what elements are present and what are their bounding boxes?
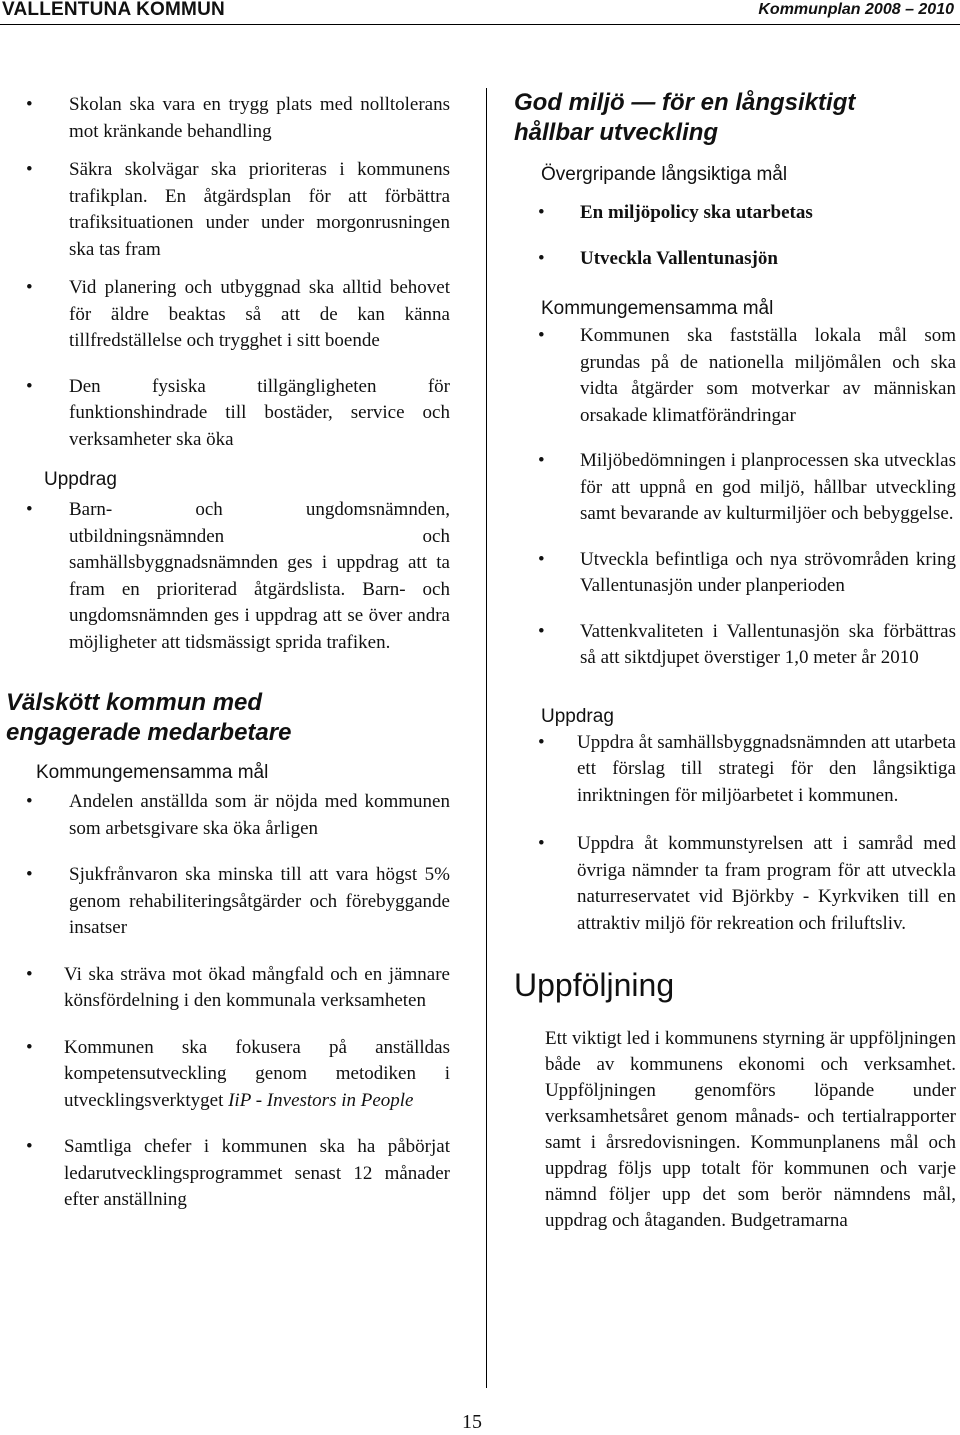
list-item: [26, 1134, 450, 1214]
bullet-icon: •: [26, 963, 33, 985]
bullet-icon: •: [26, 277, 33, 298]
list-item: [538, 730, 956, 810]
list-item-text: [64, 1035, 450, 1115]
left-column: [0, 88, 450, 1214]
iip-reference: IiP - Investors in People: [228, 1089, 414, 1111]
list-item: [538, 448, 956, 528]
right-column: [512, 88, 956, 1234]
list-item: [26, 789, 450, 842]
list-item: [26, 275, 450, 355]
list-item-text: Säkra skolvägar ska prioriteras i kommunens trafikplan. En åtgärdsplan för att förbättra trafiksituationen under under morgonrusningen ska tas fram: [69, 159, 450, 260]
list-item: [538, 200, 956, 227]
list-item-text: Den fysiska tillgängligheten för funktionshindrade till bostäder, service och verksamheter ska öka: [69, 375, 450, 450]
bullet-icon: •: [26, 1036, 33, 1058]
goals-heading: Kommungemensamma mål: [541, 298, 774, 319]
bullet-icon: •: [538, 620, 545, 642]
right-uppdrag-list: [538, 730, 956, 938]
bullet-icon: •: [26, 159, 33, 180]
list-item-text: Vattenkvaliteten i Vallentunasjön ska förbättras så att siktdjupet överstiger 1,0 meter år 2010: [580, 620, 956, 668]
list-item-text: Vi ska sträva mot ökad mångfald och en jämnare könsfördelning i den kommunala verksamheten: [64, 963, 450, 1011]
bullet-icon: •: [538, 325, 545, 346]
overall-goals-heading: Övergripande långsiktiga mål: [541, 164, 788, 185]
bullet-icon: •: [26, 94, 33, 115]
list-item-text: Skolan ska vara en trygg plats med nolltolerans mot kränkande behandling: [69, 94, 450, 142]
bullet-icon: •: [26, 864, 33, 885]
right-goals-list: [538, 323, 956, 672]
list-item: [26, 862, 450, 942]
section-title-line-1: God miljö — för en långsiktigt: [514, 89, 856, 116]
bullet-icon: •: [538, 450, 545, 471]
uppdrag-heading: Uppdrag: [44, 469, 117, 490]
left-goals-list: [26, 789, 450, 942]
bullet-icon: •: [26, 375, 33, 397]
goal-text: Kommunen ska fokusera på anställdas kompetensutveckling genom metodiken i utvecklingsverktyget: [64, 1036, 450, 1111]
list-item: [26, 92, 450, 145]
followup-paragraph: Ett viktigt led i kommunens styrning är uppföljningen både av kommunens ekonomi och verksamhet. Uppföljningen genomförs löpande under verksamhetsåret genom månads- och tertialrapporter samt i årsredovisningen. Kommunplanens mål och uppdrag följs upp totalt för kommunen och varje nämnd följer upp det som berör nämndens mål, uppdrag och åtaganden. Budgetramarna: [545, 1028, 956, 1231]
list-item-text: Barn- och ungdomsnämnden, utbildningsnämnden och samhällsbyggnadsnämnden ges i uppdrag att ta fram en prioriterad åtgärdslista. Barn- och ungdomsnämnden ges i uppdrag att se över andra möjligheter att tidsmässigt sprida trafiken.: [69, 499, 450, 653]
list-item: [538, 547, 956, 600]
header-organization: VALLENTUNA KOMMUN: [2, 0, 225, 20]
goals-heading: Kommungemensamma mål: [36, 762, 269, 783]
left-uppdrag-list: [26, 497, 450, 656]
list-item-text: Utveckla befintliga och nya strövområden kring Vallentunasjön under planperioden: [580, 548, 956, 596]
list-item-text: Kommunen ska fastställa lokala mål som grundas på de nationella miljömålen och ska vidta åtgärder som motverkar av människan orsakade klimatförändringar: [580, 325, 956, 426]
list-item-text: En miljöpolicy ska utarbetas: [580, 202, 813, 223]
list-item-text: Uppdra åt kommunstyrelsen att i samråd med övriga nämnder ta fram program för att utveckla naturreservatet vid Björkby - Kyrkviken till en attraktiv miljö för rekreation och friluftsliv.: [577, 833, 956, 934]
uppdrag-heading: Uppdrag: [541, 705, 614, 727]
list-item-text: Vid planering och utbyggnad ska alltid behovet för äldre beaktas så att de kan känna tillfredställelse och trygghet i sitt boende: [69, 277, 450, 351]
section-title-god-miljo: [514, 88, 956, 148]
followup-heading: Uppföljning: [514, 967, 675, 1003]
page-number: 15: [462, 1411, 482, 1433]
section-title-valskott-kommun: [6, 688, 450, 748]
list-item-text: Utveckla Vallentunasjön: [580, 247, 778, 269]
bullet-icon: •: [538, 833, 545, 854]
list-item-text: Uppdra åt samhällsbyggnadsnämnden att utarbeta ett förslag till strategi för den långsiktiga inriktningen för miljöarbetet i kommunen.: [577, 731, 956, 806]
list-item: [538, 246, 956, 273]
list-item: [26, 374, 450, 454]
list-item: [26, 497, 450, 656]
left-top-bullets: [26, 92, 450, 453]
list-item: [26, 157, 450, 263]
list-item-text: Samtliga chefer i kommunen ska ha påbörjat ledarutvecklingsprogrammet senast 12 månader efter anställning: [64, 1136, 450, 1210]
bullet-icon: •: [538, 202, 545, 223]
list-item-text: Andelen anställda som är nöjda med kommunen som arbetsgivare ska öka årligen: [69, 791, 450, 839]
list-item: [26, 1035, 450, 1115]
section-title-line-2: hållbar utveckling: [514, 119, 719, 146]
list-item: [26, 962, 450, 1015]
list-item-text: Sjukfrånvaron ska minska till att vara högst 5% genom rehabiliteringsåtgärder och förebyggande insatser: [69, 864, 450, 938]
header-document-title: Kommunplan 2008 – 2010: [758, 1, 954, 18]
bullet-icon: •: [538, 548, 545, 570]
list-item: [538, 323, 956, 429]
section-title-line-1: Välskött kommun med: [6, 689, 263, 716]
bullet-icon: •: [538, 731, 545, 753]
bullet-icon: •: [26, 499, 33, 520]
list-item: [538, 619, 956, 672]
bullet-icon: •: [26, 791, 33, 812]
bullet-icon: •: [26, 1136, 33, 1157]
left-goals-list-2: [26, 962, 450, 1214]
list-item: [538, 831, 956, 937]
header-rule: [0, 24, 960, 25]
list-item-text: Miljöbedömningen i planprocessen ska utvecklas för att uppnå en god miljö, hållbar utveckling samt bevarande av kulturmiljöer och bebyggelse.: [580, 450, 956, 524]
section-title-line-2: engagerade medarbetare: [6, 719, 292, 746]
column-divider: [486, 88, 487, 1388]
right-overall-goals: [538, 200, 956, 272]
page-header: [0, 0, 960, 22]
bullet-icon: •: [538, 247, 545, 269]
